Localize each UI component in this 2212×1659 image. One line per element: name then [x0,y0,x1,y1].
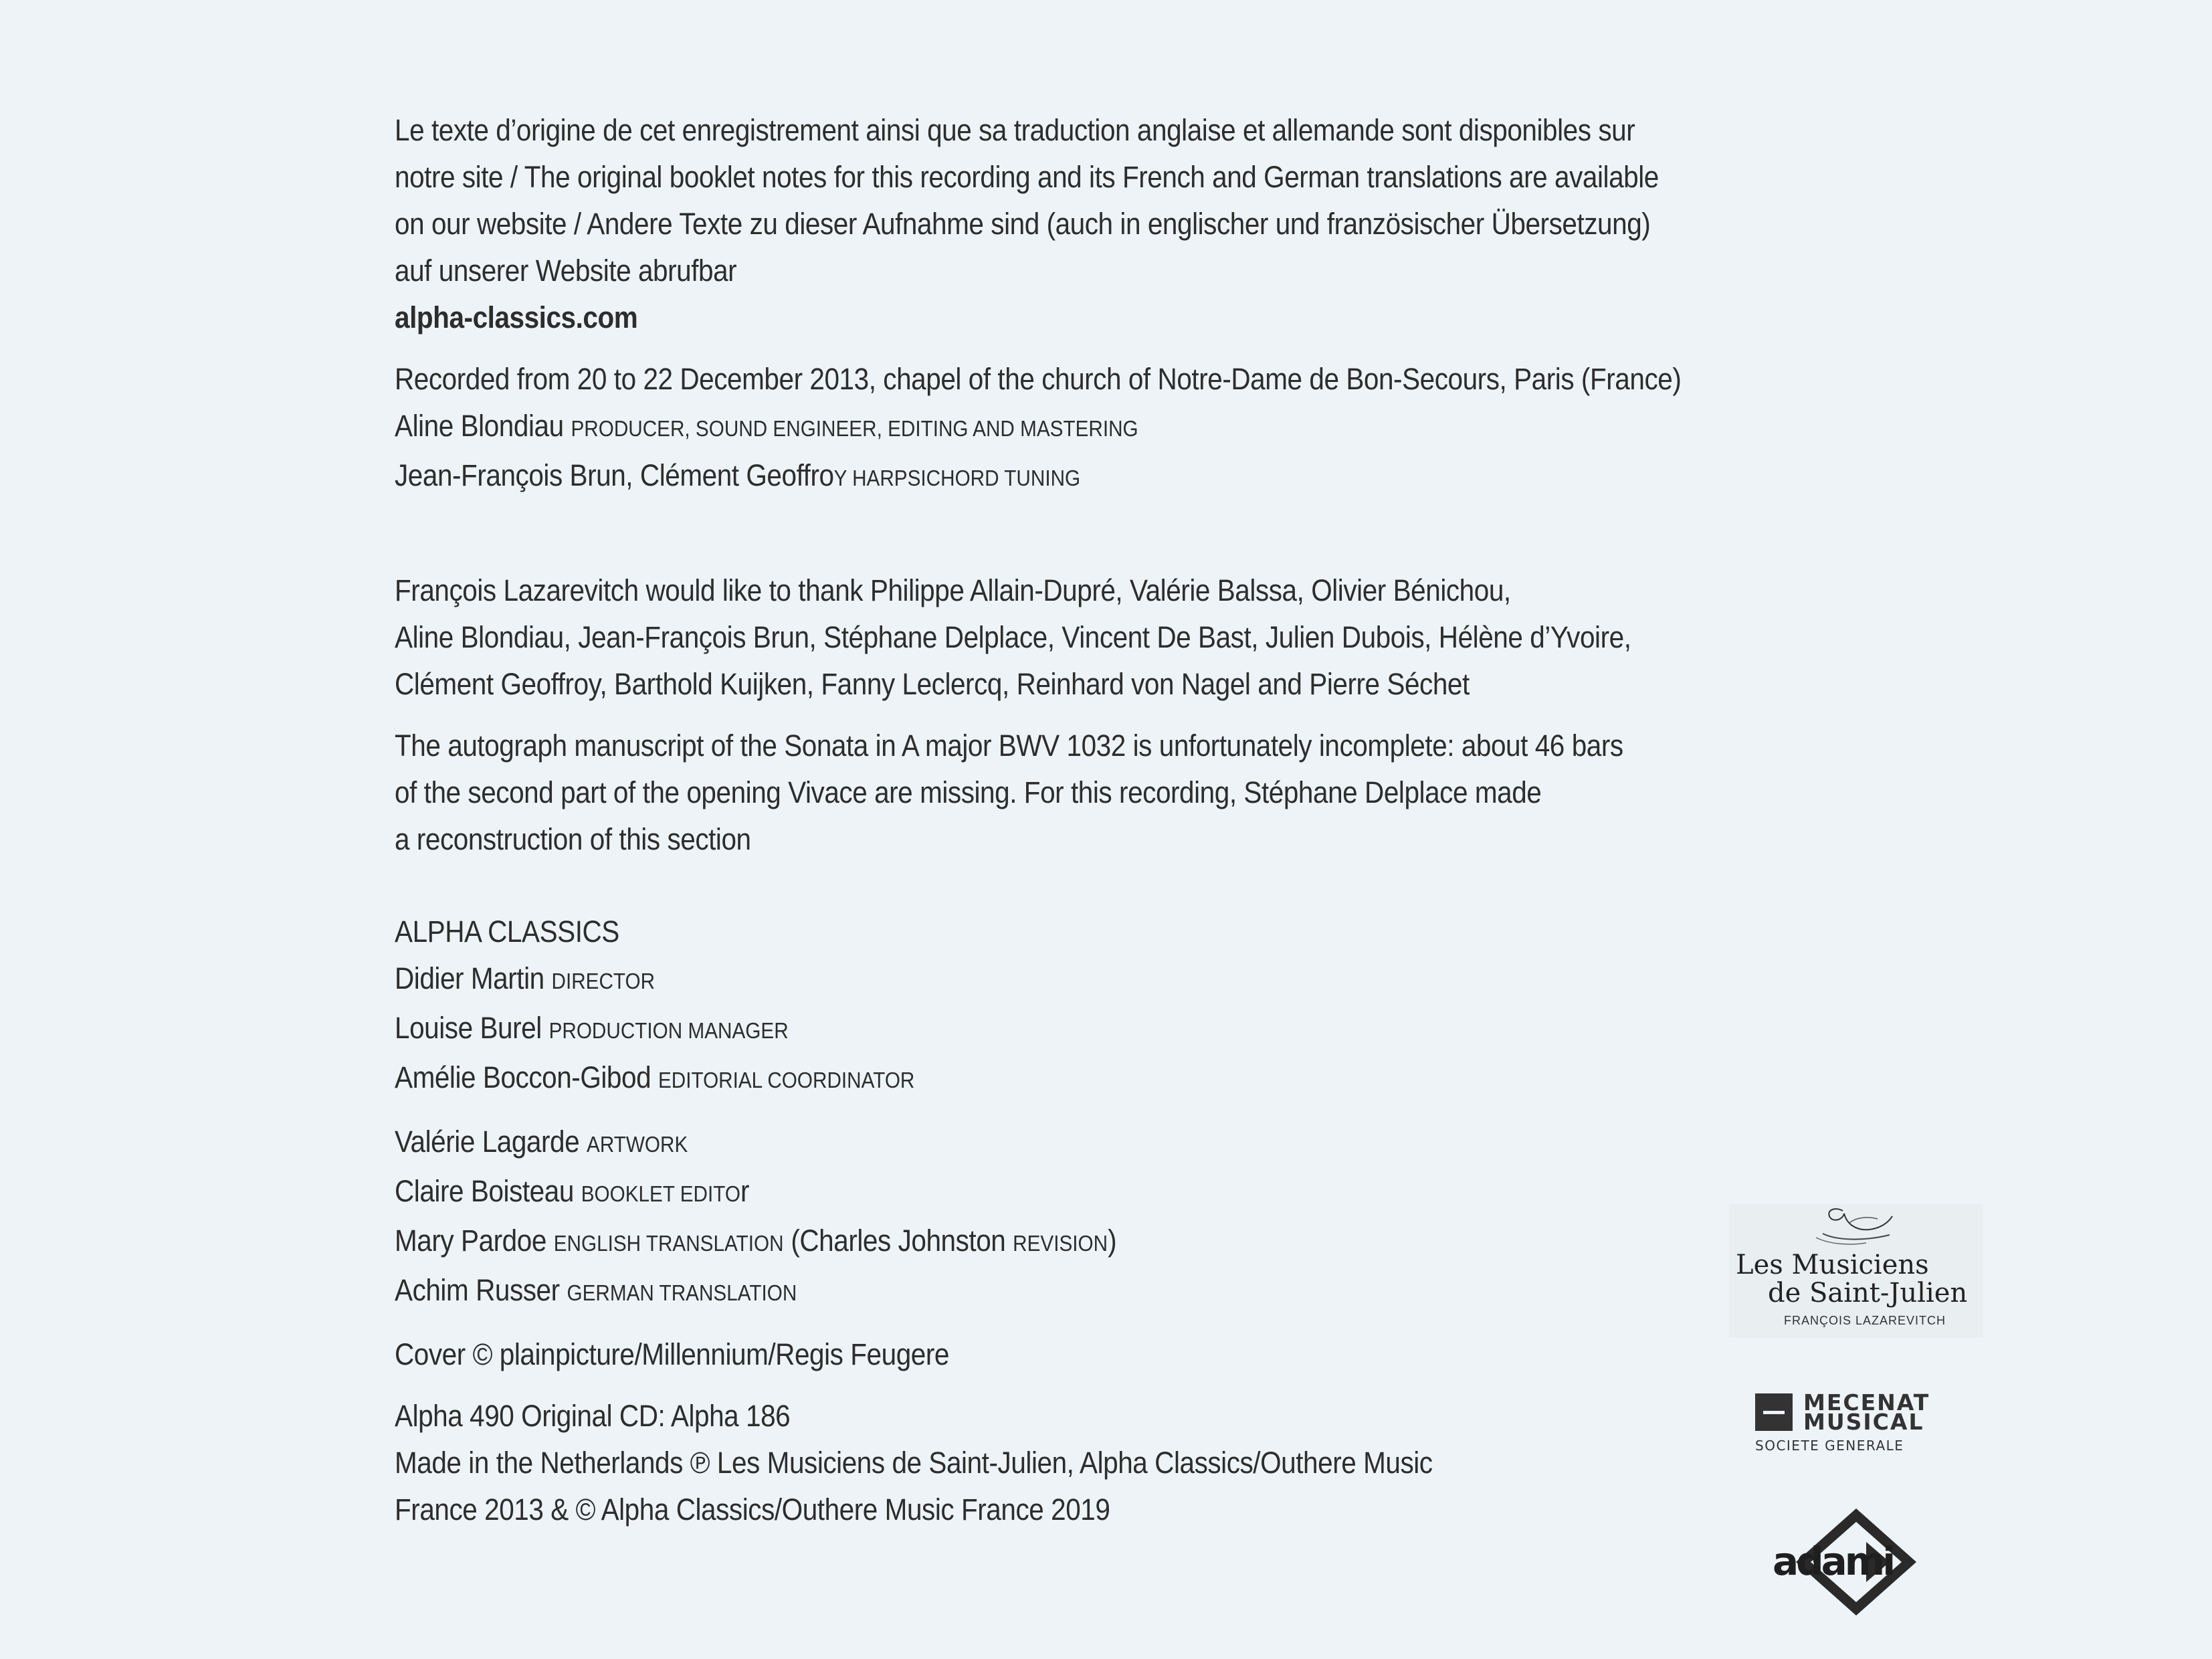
musiciens-logo-line1: Les Musiciens [1736,1250,1929,1280]
label-credits [395,908,1761,1104]
credit-name: Jean-François Brun, Clément Geoffro [395,458,834,492]
notice-line: on our website / Andere Texte zu dieser Aufnahme sind (auch in englischer und französischer Übersetzung) [395,207,1651,241]
credit-role: PRODUCER, SOUND ENGINEER, EDITING AND MASTERING [571,416,1138,441]
staff-role: PRODUCTION MANAGER [548,1018,789,1043]
cover-line: Cover © plainpicture/Millennium/Regis Feugere [395,1337,949,1371]
contributor-role: REVISION [1013,1231,1108,1256]
booklet-notice [395,107,1761,341]
staff-name: Amélie Boccon-Gibod [395,1060,651,1094]
thanks [395,567,1761,708]
contributor-role: ENGLISH TRANSLATION [553,1231,784,1256]
contributor-line [395,1168,1761,1217]
mecenat-logo-line1: MECENAT [1803,1389,1930,1416]
contributor-tail: ) [1108,1224,1117,1258]
website-link[interactable]: alpha-classics.com [395,300,638,334]
credits-column [395,107,1761,1533]
credit-name: Aline Blondiau [395,409,564,443]
manuscript-note [395,722,1761,863]
staff-line [395,955,1761,1005]
contributor-role: BOOKLET EDITO [581,1181,740,1206]
mecenat-logo-line3: SOCIETE GENERALE [1755,1438,1904,1454]
contributor-name: Mary Pardoe [395,1224,546,1258]
manuscript-line: a reconstruction of this section [395,822,751,856]
contributor-role: GERMAN TRANSLATION [567,1280,797,1305]
adami-wordmark: adami [1773,1539,1894,1584]
manuscript-line: The autograph manuscript of the Sonata in A major BWV 1032 is unfortunately incomplete: about 46 bars [395,728,1623,763]
notice-line: Le texte d’origine de cet enregistrement ainsi que sa traduction anglaise et allemande sont disponibles sur [395,113,1635,147]
staff-line [395,1054,1761,1104]
recording-info [395,356,1761,502]
musiciens-de-saint-julien-logo [1729,1204,1983,1338]
contributor-role: ARTWORK [587,1132,688,1157]
catalogue-info [395,1393,1761,1533]
credit-line [395,403,1761,452]
contributor-name: Valérie Lagarde [395,1125,580,1159]
thanks-line: Clément Geoffroy, Barthold Kuijken, Fanny Leclercq, Reinhard von Nagel and Pierre Séchet [395,667,1470,701]
mecenat-logo-line2: MUSICAL [1803,1409,1924,1435]
mecenat-musical-logo [1754,1389,1948,1454]
staff-role: DIRECTOR [551,969,656,993]
catalogue-line: France 2013 & © Alpha Classics/Outhere Music France 2019 [395,1492,1110,1527]
catalogue-line: Alpha 490 Original CD: Alpha 186 [395,1399,791,1433]
notice-line: auf unserer Website abrufbar [395,254,737,288]
manuscript-line: of the second part of the opening Vivace are missing. For this recording, Stéphane Delplace made [395,775,1542,809]
contributor-line [395,1217,1761,1267]
contributors [395,1118,1761,1316]
adami-logo [1766,1505,1926,1619]
staff-name: Louise Burel [395,1011,542,1045]
contributor-name: Claire Boisteau [395,1174,574,1208]
staff-line [395,1005,1761,1054]
notice-line: notre site / The original booklet notes for this recording and its French and German translations are available [395,160,1659,194]
mecenat-square-icon [1755,1393,1793,1431]
label-name: ALPHA CLASSICS [395,914,619,949]
catalogue-line: Made in the Netherlands ℗ Les Musiciens de Saint-Julien, Alpha Classics/Outhere Music [395,1446,1433,1480]
credit-role: Y HARPSICHORD TUNING [833,466,1081,490]
credit-line [395,452,1761,502]
swan-ornament-icon [1803,1204,1903,1251]
recording-line: Recorded from 20 to 22 December 2013, chapel of the church of Notre-Dame de Bon-Secours, Paris (France) [395,362,1682,396]
contributor-name: Achim Russer [395,1273,560,1307]
contributor-role-tail: r [740,1174,749,1208]
thanks-line: Aline Blondiau, Jean-François Brun, Stéphane Delplace, Vincent De Bast, Julien Dubois, Hélène d’Yvoire, [395,620,1631,654]
cover-credit [395,1331,1761,1378]
staff-role: EDITORIAL COORDINATOR [658,1068,915,1092]
staff-name: Didier Martin [395,961,544,995]
musiciens-logo-line2: de Saint-Julien [1768,1278,1968,1308]
contributor-line [395,1267,1761,1316]
contributor-tail: (Charles Johnston [783,1224,1013,1258]
musiciens-logo-line3: FRANÇOIS LAZAREVITCH [1784,1314,1946,1327]
thanks-line: François Lazarevitch would like to thank Philippe Allain-Dupré, Valérie Balssa, Olivier Bénichou, [395,573,1511,607]
contributor-line [395,1118,1761,1168]
